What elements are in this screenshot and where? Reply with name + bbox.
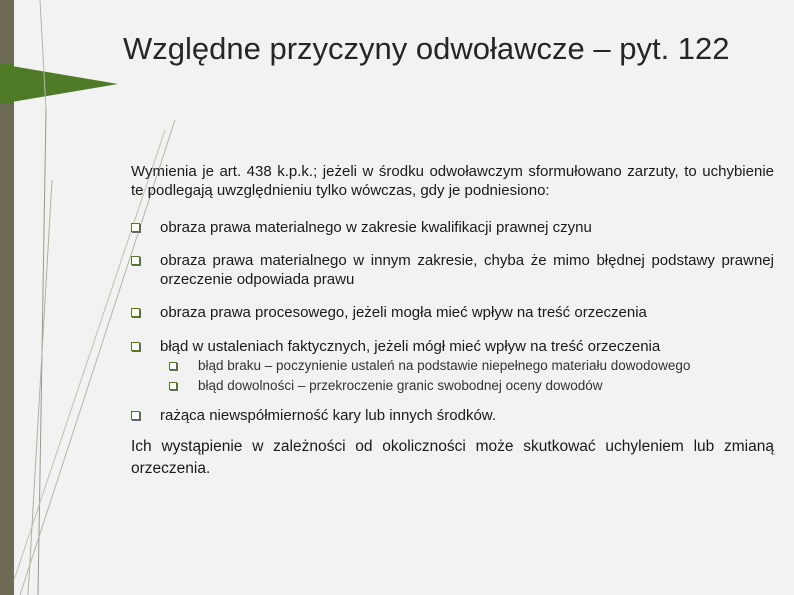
outro-paragraph: Ich wystąpienie w zależności od okoliczności może skutkować uchyleniem lub zmianą orzeczenia. (131, 438, 774, 477)
square-bullet-icon (131, 342, 140, 351)
square-bullet-icon (169, 362, 177, 370)
sub-list-item-text: błąd dowolności – przekroczenie granic swobodnej oceny dowodów (198, 378, 603, 393)
slide-body (131, 162, 774, 480)
list-item (131, 303, 774, 322)
square-bullet-icon (131, 223, 140, 232)
slide-title: Względne przyczyny odwoławcze – pyt. 122 (123, 31, 730, 66)
list-item (131, 337, 774, 394)
list-item (131, 406, 774, 425)
list-item-text: obraza prawa procesowego, jeżeli mogła mieć wpływ na treść orzeczenia (160, 304, 647, 321)
list-item-text: obraza prawa materialnego w zakresie kwalifikacji prawnej czynu (160, 219, 592, 236)
square-bullet-icon (131, 308, 140, 317)
list-item-text: błąd w ustaleniach faktycznych, jeżeli mógł mieć wpływ na treść orzeczenia (160, 338, 661, 355)
sub-list-item-text: błąd braku – poczynienie ustaleń na podstawie niepełnego materiału dowodowego (198, 358, 691, 373)
square-bullet-icon (131, 256, 140, 265)
list-item-text: rażąca niewspółmierność kary lub innych środków. (160, 407, 496, 424)
square-bullet-icon (169, 382, 177, 390)
sub-list-item (160, 378, 774, 394)
sub-list-item (160, 358, 774, 374)
list-item-text: obraza prawa materialnego w innym zakresie, chyba że mimo błędnej podstawy prawnej orzeczenie odpowiada prawu (160, 252, 774, 288)
intro-paragraph: Wymienia je art. 438 k.p.k.; jeżeli w środku odwoławczym sformułowano zarzuty, to uchybienie te podlegają uwzględnieniu tylko wówczas, gdy je podniesiono: (131, 163, 774, 199)
reasons-list (131, 218, 774, 425)
list-item (131, 218, 774, 237)
list-item (131, 251, 774, 289)
sub-list (131, 358, 774, 394)
square-bullet-icon (131, 411, 140, 420)
